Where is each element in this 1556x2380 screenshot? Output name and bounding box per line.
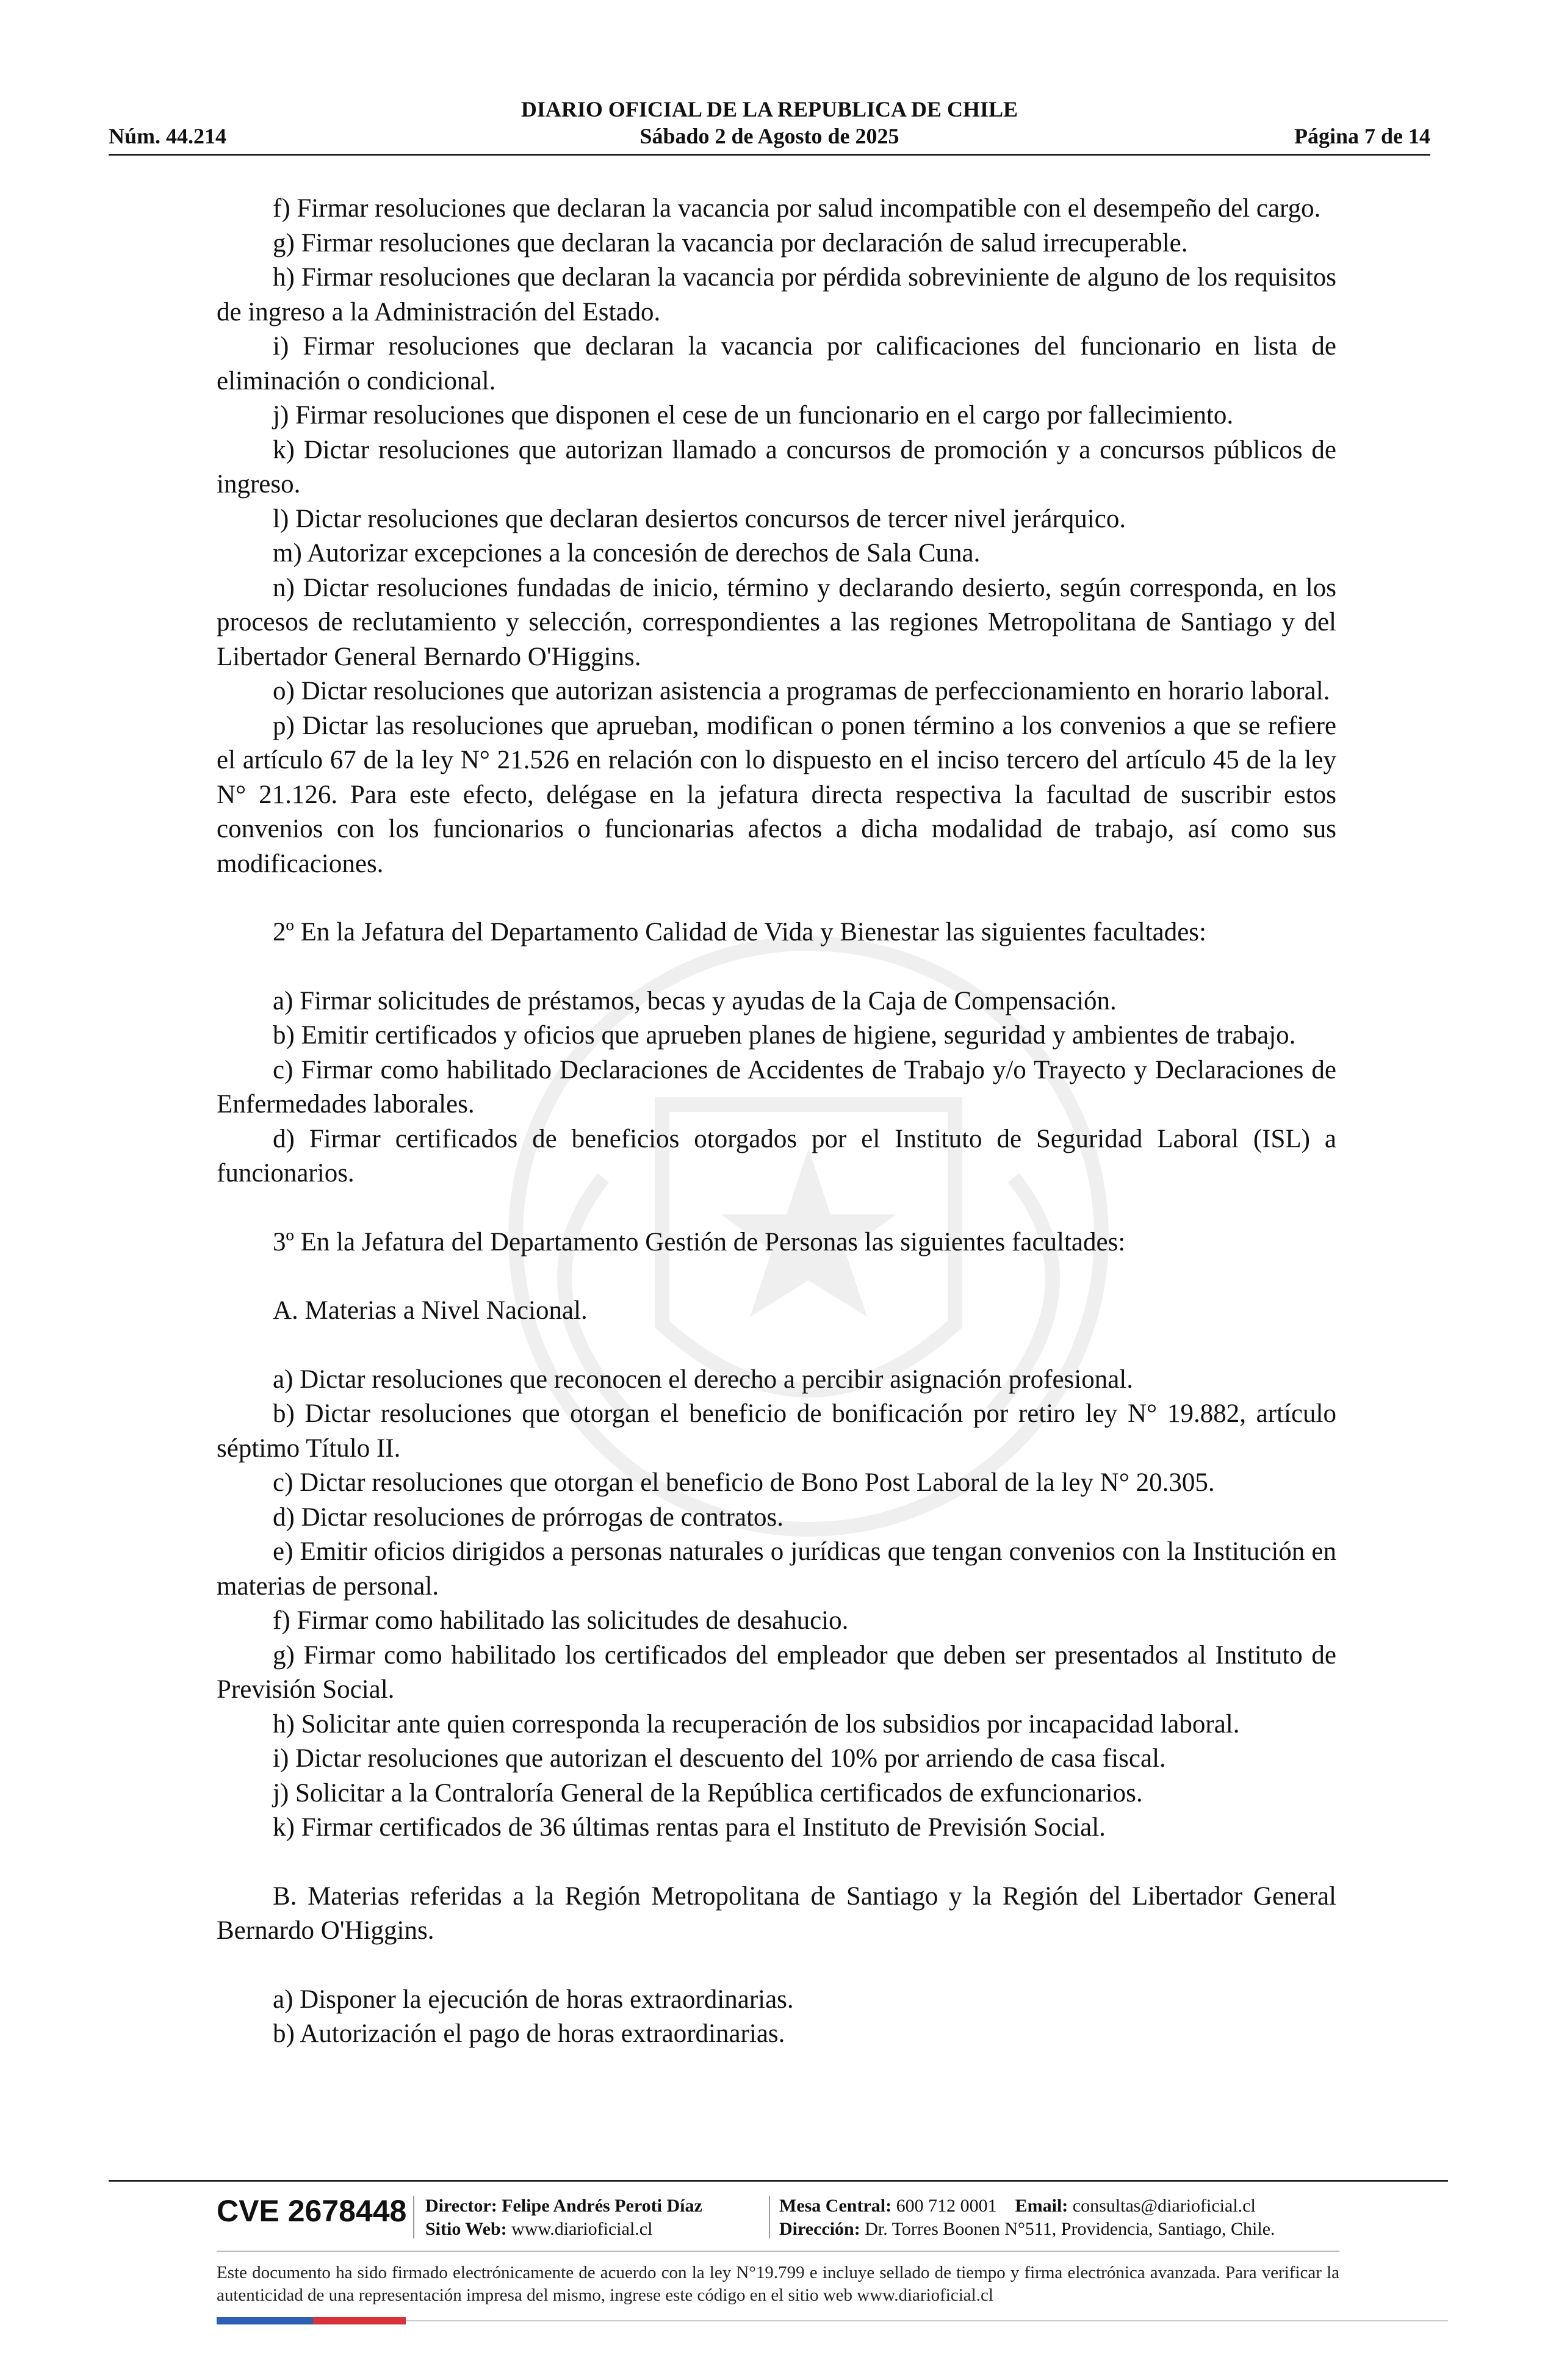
cve-code: CVE 2678448 bbox=[217, 2194, 407, 2228]
address-text: Dr. Torres Boonen N°511, Providencia, Santiago, Chile. bbox=[865, 2219, 1275, 2239]
paragraph: j) Firmar resoluciones que disponen el cese de un funcionario en el cargo por fallecimiento. bbox=[273, 401, 1234, 430]
issue-date: Sábado 2 de Agosto de 2025 bbox=[639, 124, 899, 148]
paragraph: k) Firmar certificados de 36 últimas rentas para el Instituto de Previsión Social. bbox=[273, 1813, 1106, 1842]
director-info bbox=[425, 2194, 702, 2241]
paragraph: b) Autorización el pago de horas extraordinarias. bbox=[273, 2019, 785, 2048]
paragraph: l) Dictar resoluciones que declaran desiertos concursos de tercer nivel jerárquico. bbox=[273, 504, 1126, 533]
paragraph: g) Firmar como habilitado los certificados del empleador que deben ser presentados al Instituto de Previsión Social. bbox=[217, 1640, 1336, 1704]
paragraph: e) Emitir oficios dirigidos a personas naturales o jurídicas que tengan convenios con la Institución en materias de personal. bbox=[217, 1537, 1336, 1601]
subsection-heading: A. Materias a Nivel Nacional. bbox=[273, 1296, 588, 1325]
director-label: Director: bbox=[425, 2196, 497, 2216]
contact-info bbox=[779, 2194, 1275, 2241]
legal-divider bbox=[217, 2251, 1339, 2252]
section-heading: 3º En la Jefatura del Departamento Gestión de Personas las siguientes facultades: bbox=[273, 1227, 1126, 1257]
subsection-heading: B. Materias referidas a la Región Metropolitana de Santiago y la Región del Libertador General Bernardo O'Higgins. bbox=[217, 1881, 1336, 1945]
header-divider bbox=[109, 154, 1430, 156]
page-header bbox=[109, 92, 1430, 159]
paragraph: g) Firmar resoluciones que declaran la vacancia por declaración de salud irrecuperable. bbox=[273, 228, 1188, 258]
email-label: Email: bbox=[1015, 2196, 1068, 2216]
paragraph: b) Dictar resoluciones que otorgan el beneficio de bonificación por retiro ley N° 19.882, artículo séptimo Título II. bbox=[217, 1399, 1336, 1463]
director-name: Felipe Andrés Peroti Díaz bbox=[502, 2196, 702, 2216]
paragraph: p) Dictar las resoluciones que aprueban, modifican o ponen término a los convenios a que se refiere el artículo 67 de la ley N° 21.526 en relación con lo dispuesto en el inciso tercero del artículo 45 de la ley N° 21.126. Para este efecto, delégase en la jefatura directa respectiva la facultad de suscribir estos convenios con los funcionarios o funcionarias afectos a dicha modalidad de trabajo, así como sus modificaciones. bbox=[217, 711, 1336, 878]
paragraph: n) Dictar resoluciones fundadas de inicio, término y declarando desierto, según corresponda, en los procesos de reclutamiento y selección, correspondientes a las regiones Metropolitana de Santiago y del Libertador General Bernardo O'Higgins. bbox=[217, 573, 1336, 671]
paragraph: c) Dictar resoluciones que otorgan el beneficio de Bono Post Laboral de la ley N° 20.305. bbox=[273, 1468, 1215, 1497]
paragraph: h) Solicitar ante quien corresponda la recuperación de los subsidios por incapacidad laboral. bbox=[273, 1709, 1240, 1739]
paragraph: f) Firmar resoluciones que declaran la vacancia por salud incompatible con el desempeño del cargo. bbox=[273, 194, 1321, 223]
flag-red-band bbox=[313, 2317, 406, 2324]
paragraph: m) Autorizar excepciones a la concesión de derechos de Sala Cuna. bbox=[273, 539, 981, 568]
paragraph: h) Firmar resoluciones que declaran la vacancia por pérdida sobreviniente de alguno de los requisitos de ingreso a la Administración del Estado. bbox=[217, 263, 1336, 326]
email-link[interactable]: consultas@diarioficial.cl bbox=[1072, 2196, 1256, 2216]
issue-number: Núm. 44.214 bbox=[109, 124, 227, 148]
chile-flag-stripe bbox=[217, 2317, 406, 2324]
section-heading: 2º En la Jefatura del Departamento Calidad de Vida y Bienestar las siguientes facultades: bbox=[273, 918, 1206, 947]
paragraph: d) Firmar certificados de beneficios otorgados por el Instituto de Seguridad Laboral (ISL) a funcionarios. bbox=[217, 1124, 1336, 1188]
flag-blue-band bbox=[217, 2317, 313, 2324]
paragraph: f) Firmar como habilitado las solicitudes de desahucio. bbox=[273, 1606, 849, 1635]
paragraph: a) Disponer la ejecución de horas extraordinarias. bbox=[273, 1985, 794, 2014]
address-label: Dirección: bbox=[779, 2219, 860, 2239]
paragraph: j) Solicitar a la Contraloría General de la República certificados de exfuncionarios. bbox=[273, 1778, 1143, 1808]
footer-separator bbox=[769, 2196, 770, 2238]
footer-separator bbox=[413, 2196, 414, 2238]
page-footer bbox=[217, 2185, 1339, 2319]
paragraph: c) Firmar como habilitado Declaraciones de Accidentes de Trabajo y/o Trayecto y Declaraciones de Enfermedades laborales. bbox=[217, 1055, 1336, 1119]
paragraph: b) Emitir certificados y oficios que aprueben planes de higiene, seguridad y ambientes de trabajo. bbox=[273, 1021, 1296, 1050]
paragraph: a) Firmar solicitudes de préstamos, becas y ayudas de la Caja de Compensación. bbox=[273, 986, 1117, 1015]
paragraph: a) Dictar resoluciones que reconocen el derecho a percibir asignación profesional. bbox=[273, 1365, 1133, 1394]
phone-number: 600 712 0001 bbox=[896, 2196, 997, 2216]
paragraph: i) Firmar resoluciones que declaran la vacancia por calificaciones del funcionario en lista de eliminación o condicional. bbox=[217, 332, 1336, 395]
paragraph: k) Dictar resoluciones que autorizan llamado a concursos de promoción y a concursos públicos de ingreso. bbox=[217, 435, 1336, 499]
paragraph: i) Dictar resoluciones que autorizan el descuento del 10% por arriendo de casa fiscal. bbox=[273, 1744, 1166, 1773]
paragraph: o) Dictar resoluciones que autorizan asistencia a programas de perfeccionamiento en horario laboral. bbox=[273, 677, 1330, 705]
bottom-divider bbox=[406, 2320, 1448, 2321]
newspaper-title: DIARIO OFICIAL DE LA REPUBLICA DE CHILE bbox=[520, 97, 1018, 121]
document-body bbox=[217, 192, 1336, 2052]
website-link[interactable]: www.diarioficial.cl bbox=[511, 2219, 653, 2239]
phone-label: Mesa Central: bbox=[779, 2196, 892, 2216]
footer-divider bbox=[109, 2180, 1448, 2182]
website-label: Sitio Web: bbox=[425, 2219, 507, 2239]
paragraph: d) Dictar resoluciones de prórrogas de contratos. bbox=[273, 1502, 784, 1532]
page-indicator: Página 7 de 14 bbox=[1294, 124, 1430, 148]
legal-notice: Este documento ha sido firmado electrónicamente de acuerdo con la ley N°19.799 e incluye sellado de tiempo y firma electrónica avanzada. Para verificar la autenticidad de una representación impresa del mismo, ingrese este código en el sitio web www.diarioficial.cl bbox=[217, 2263, 1339, 2305]
